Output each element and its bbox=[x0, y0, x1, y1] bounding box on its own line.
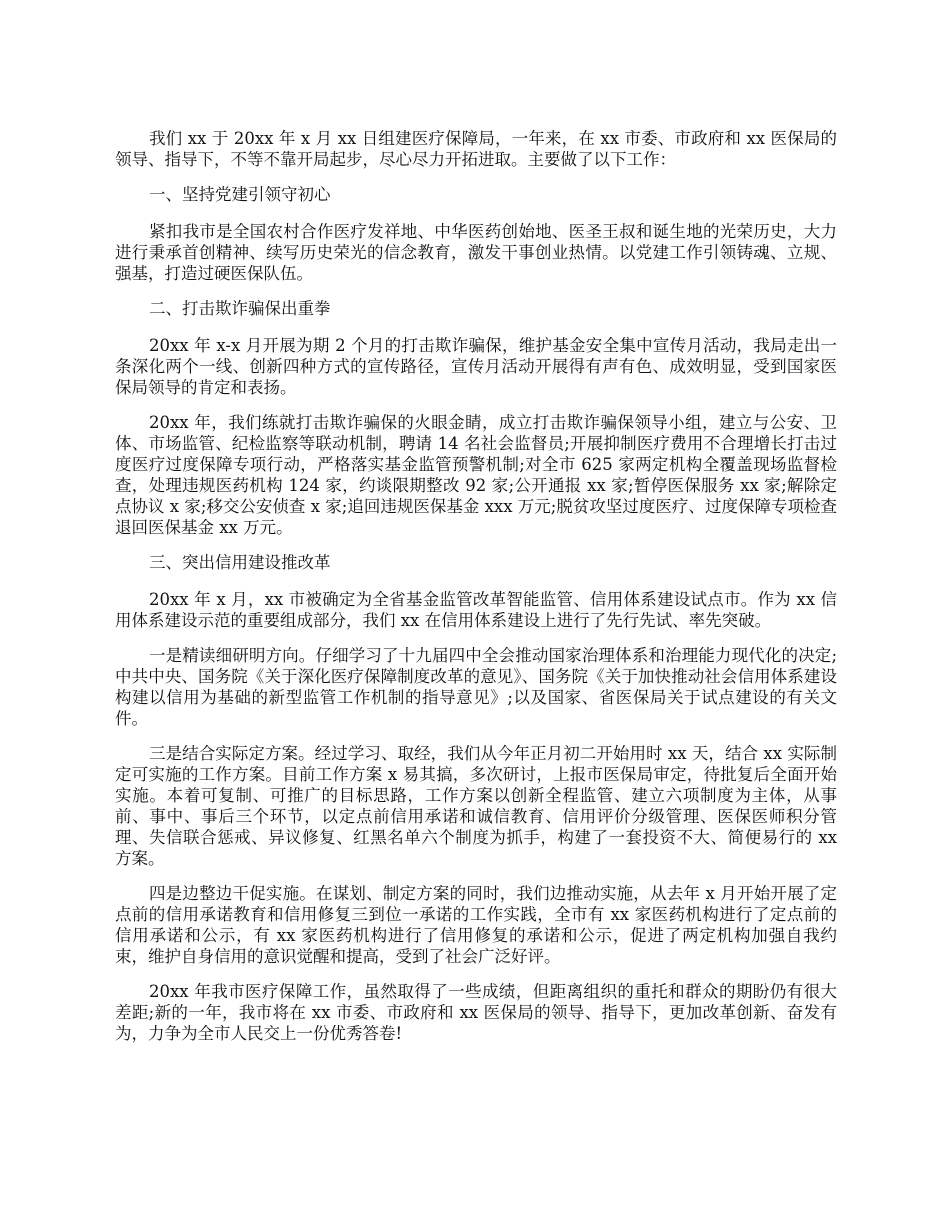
intro-paragraph: 我们 xx 于 20xx 年 x 月 xx 日组建医疗保障局，一年来，在 xx 市委、市政府和 xx 医保局的领导、指导下，不等不靠开局起步，尽心尽力开拓进取。主要做了以下工作： bbox=[115, 129, 837, 169]
closing-paragraph: 20xx 年我市医疗保障工作，虽然取得了一些成绩，但距离组织的重托和群众的期盼仍有很大差距;新的一年，我市将在 xx 市委、市政府和 xx 医保局的领导、指导下，更加改革创新、奋发有为，力争为全市人民交上一份优秀答卷! bbox=[115, 982, 837, 1043]
body-paragraph: 一是精读细研明方向。仔细学习了十九届四中全会推动国家治理体系和治理能力现代化的决定;中共中央、国务院《关于深化医疗保障制度改革的意见》、国务院《关于加快推动社会信用体系建设构建以信用为基础的新型监管工作机制的指导意见》;以及国家、省医保局关于试点建设的有关文件。 bbox=[115, 646, 837, 728]
section-heading-credit-reform: 三、突出信用建设推改革 bbox=[149, 553, 331, 572]
body-paragraph: 三是结合实际定方案。经过学习、取经，我们从今年正月初二开始用时 xx 天，结合 xx 实际制定可实施的工作方案。目前工作方案 x 易其搞，多次研讨，上报市医保局审定，待批复后全面开始实施。本着可复制、可推广的目标思路，工作方案以创新全程监管、建立六项制度为主体，从事前、事中、事后三个环节，以定点前信用承诺和诚信教育、信用评价分级管理、医保医师积分管理、失信联合惩戒、异议修复、红黑名单六个制度为抓手，构建了一套投资不大、简便易行的 xx 方案。 bbox=[115, 744, 837, 868]
body-paragraph: 四是边整边干促实施。在谋划、制定方案的同时，我们边推动实施，从去年 x 月开始开展了定点前的信用承诺教育和信用修复三到位一承诺的工作实践，全市有 xx 家医药机构进行了定点前的信用承诺和公示，有 xx 家医药机构进行了信用修复的承诺和公示，促进了两定机构加强自我约束，维护自身信用的意识觉醒和提高，受到了社会广泛好评。 bbox=[115, 884, 837, 966]
body-paragraph: 20xx 年 x-x 月开展为期 2 个月的打击欺诈骗保，维护基金安全集中宣传月活动，我局走出一条深化两个一线、创新四种方式的宣传路径，宣传月活动开展得有声有色、成效明显，受到国家医保局领导的肯定和表扬。 bbox=[115, 336, 837, 397]
document-body bbox=[115, 128, 837, 1058]
section-heading-party-building: 一、坚持党建引领守初心 bbox=[149, 185, 331, 204]
body-paragraph: 紧扣我市是全国农村合作医疗发祥地、中华医药创始地、医圣王叔和诞生地的光荣历史，大力进行秉承首创精神、续写历史荣光的信念教育，激发干事创业热情。以党建工作引领铸魂、立规、强基，打造过硬医保队伍。 bbox=[115, 222, 837, 283]
body-paragraph: 20xx 年，我们练就打击欺诈骗保的火眼金睛，成立打击欺诈骗保领导小组，建立与公安、卫体、市场监管、纪检监察等联动机制，聘请 14 名社会监督员;开展抑制医疗费用不合理增长打击过度医疗过度保障专项行动，严格落实基金监管预警机制;对全市 625 家两定机构全覆盖现场监督检查，处理违规医药机构 124 家，约谈限期整改 92 家;公开通报 xx 家;暂停医保服务 xx 家;解除定点协议 x 家;移交公安侦查 x 家;追回违规医保基金 xxx 万元;脱贫攻坚过度医疗、过度保障专项检查退回医保基金 xx 万元。 bbox=[115, 413, 837, 537]
section-heading-anti-fraud: 二、打击欺诈骗保出重拳 bbox=[149, 299, 331, 318]
body-paragraph: 20xx 年 x 月，xx 市被确定为全省基金监管改革智能监管、信用体系建设试点市。作为 xx 信用体系建设示范的重要组成部分，我们 xx 在信用体系建设上进行了先行先试、率先突破。 bbox=[115, 590, 837, 630]
